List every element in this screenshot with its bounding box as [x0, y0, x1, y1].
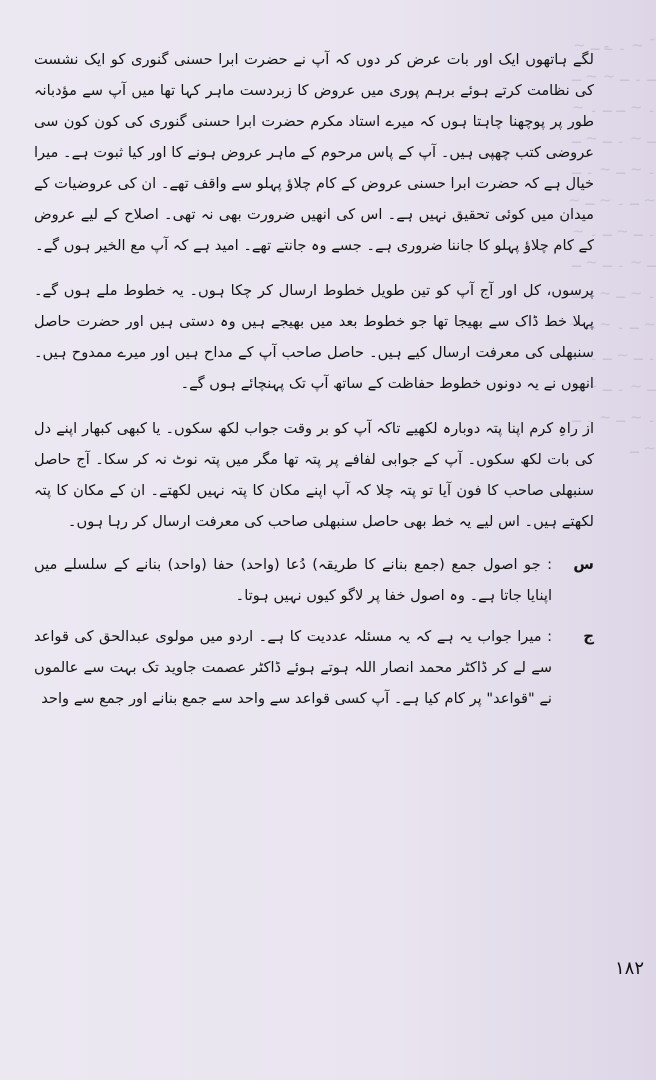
handwritten-text-block — [34, 44, 594, 724]
paragraph-3: از راہِ کرم اپنا پتہ دوبارہ لکھیے تاکہ آپ کو بر وقت جواب لکھ سکوں۔ یا کبھی کبھار اپنے دل کی بات لکھ سکوں۔ آپ کے جوابی لفافے پر پتہ تھا مگر میں پتہ نوٹ نہ کر سکا۔ آج حاصل سنبھلی صاحب کا فون آیا تو پتہ چلا کہ آپ اپنے مکان کا پتہ نہیں لکھتے۔ ان کے مکان کا پتہ لکھتے ہیں۔ اس لیے یہ خط بھی حاصل سنبھلی صاحب کی معرفت ارسال کر رہا ہوں۔ — [34, 420, 594, 530]
paragraph-1: لگے ہاتھوں ایک اور بات عرض کر دوں کہ آپ نے حضرت ابرا حسنی گنوری کو ایک نشست کی نظامت کرتے ہوئے برہم پوری میں عروض کا زبردست ماہر کہا تھا میں آپ سے مؤدبانہ طور پر پوچھنا چاہتا ہوں کہ میرے استاد مکرم حضرت ابرا حسنی گنوری کی کون کون سی عروضی کتب چھپی ہیں۔ آپ کے پاس مرحوم کے ماہر عروض ہونے کا اور کیا ثبوت ہے۔ میرا خیال ہے کہ حضرت ابرا حسنی عروض کے کام چلاؤ پہلو سے واقف تھے۔ ان کی عروضیات کے میدان میں کوئی تحقیق نہیں ہے۔ اس کی انھیں ضرورت بھی نہ تھی۔ اصلاح کے لیے عروض کے کام چلاؤ پہلو کا جاننا ضروری ہے۔ جسے وہ جانتے تھے۔ امید ہے کہ آپ مع الخیر ہوں گے۔ — [34, 51, 594, 254]
question-row — [34, 549, 594, 611]
answer-text: : میرا جواب یہ ہے کہ یہ مسئلہ عددیت کا ہے۔ اردو میں مولوی عبدالحق کی قواعد سے لے کر ڈاکٹر محمد انصار اللہ ہوتے ہوئے ڈاکٹر عصمت جاوید تک بہت سے عالموں نے "قواعد" پر کام کیا ہے۔ آپ کسی قواعد سے واحد سے جمع بنانے اور جمع سے واحد — [34, 628, 552, 707]
answer-marker: ج — [583, 627, 594, 645]
question-text: : جو اصول جمع (جمع بنانے کا طریقہ) دُعا (واحد) حفا (واحد) بنانے کے سلسلے میں اپنایا جاتا ہے۔ وہ اصول خفا پر لاگو کیوں نہیں ہوتا۔ — [34, 556, 552, 604]
answer-row — [34, 621, 594, 714]
question-marker: س — [573, 555, 594, 573]
paragraph-2: پرسوں، کل اور آج آپ کو تین طویل خطوط ارسال کر چکا ہوں۔ یہ خطوط ملے ہوں گے۔ پہلا خط ڈاک سے بھیجا تھا جو خطوط بعد میں بھیجے ہیں وہ دستی ہیں اور حضرت حاصل سنبھلی کی معرفت ارسال کیے ہیں۔ حاصل صاحب آپ کے مداح ہیں اور میرے ممدوح ہیں۔ انھوں نے یہ دونوں خطوط حفاظت کے ساتھ آپ تک پہنچائے ہوں گے۔ — [34, 282, 594, 392]
bleed-through-texture: ˜ ~ ۔ ؎ ـ ~ ـ ۔ ـ ~ ~ ـ ۔ ~ ـ ـ ۔ ~ ـ ~ ۔ ـ ~ ـ ۔ ~ ـ ~ ۔ ـ ~ ـ ۔ ~ ـ ~ ۔ ـ ~ ـ ۔ ~ ـ ~ ۔ ـ ~ ـ ۔ ~ ـ ~ ۔ ـ ~ ـ ۔ ~ ـ ~ ۔ ـ ~ ـ ۔ ~ ـ ~ ۔ ـ ~ ـ ۔ ~ ـ ~ ۔ ـ ~ ـ — [568, 36, 656, 457]
page-number: ۱۸۲ — [614, 958, 644, 979]
